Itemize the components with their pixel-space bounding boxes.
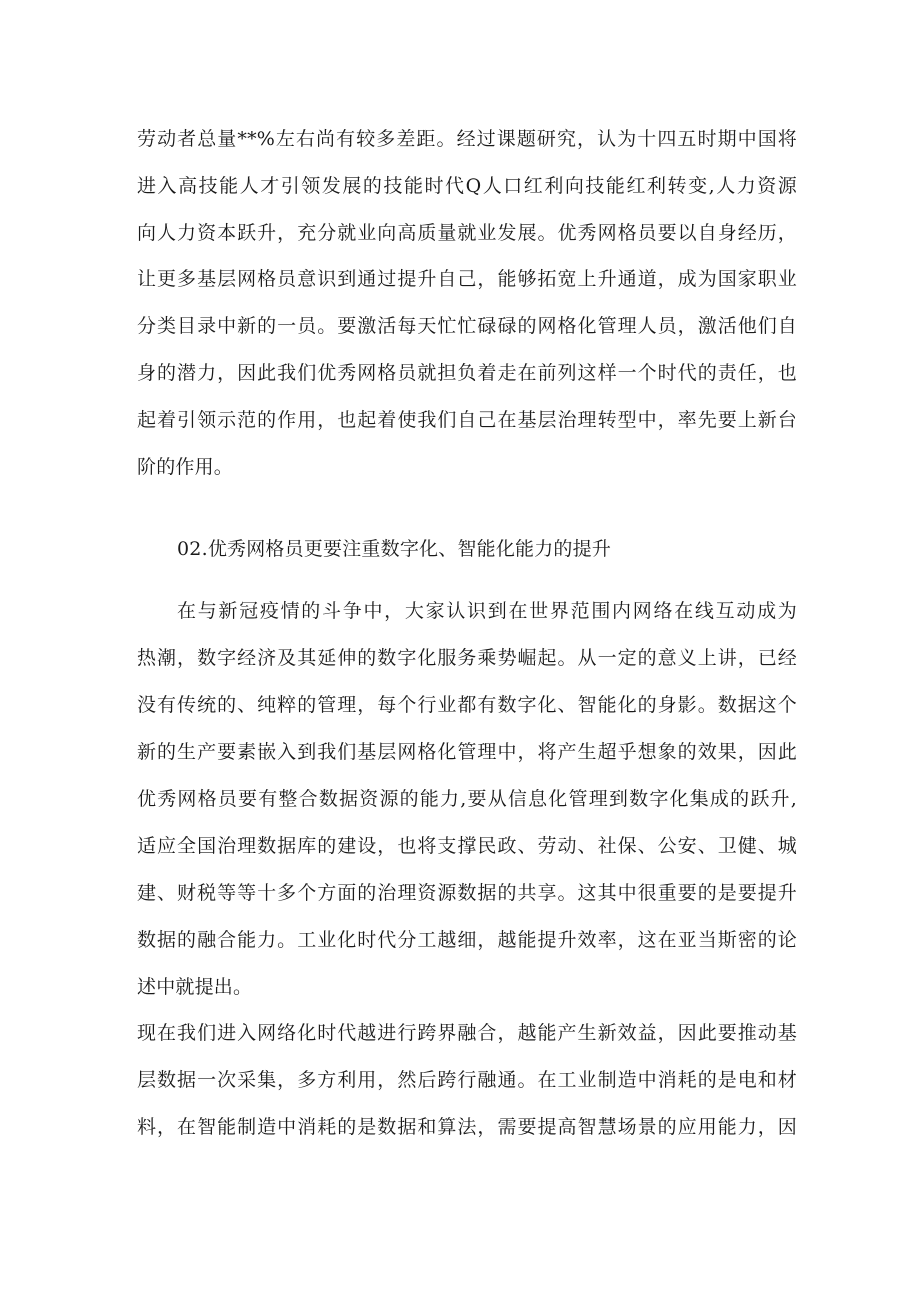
paragraph-1-line-1: 劳动者总量**%左右尚有较多差距。经过课题研究，认为十四五时期中国将 xyxy=(137,128,797,150)
section-heading: 02.优秀网格员更要注重数字化、智能化能力的提升 xyxy=(177,538,612,560)
paragraph-2-line-1: 在与新冠疫情的斗争中，大家认识到在世界范围内网络在线互动成为 xyxy=(177,600,797,622)
paragraph-1-line-4: 让更多基层网格员意识到通过提升自己，能够拓宽上升通道，成为国家职业 xyxy=(137,268,797,290)
paragraph-1-line-5: 分类目录中新的一员。要激活每天忙忙碌碌的网格化管理人员，激活他们自 xyxy=(137,315,797,337)
paragraph-3-line-1: 现在我们进入网络化时代越进行跨界融合，越能产生新效益，因此要推动基 xyxy=(137,1022,797,1044)
paragraph-2-line-5: 优秀网格员要有整合数据资源的能力,要从信息化管理到数字化集成的跃升, xyxy=(137,788,797,810)
paragraph-1-line-6: 身的潜力，因此我们优秀网格员就担负着走在前列这样一个时代的责任，也 xyxy=(137,362,797,384)
paragraph-2-line-7: 建、财税等等十多个方面的治理资源数据的共享。这其中很重要的是要提升 xyxy=(137,882,797,904)
paragraph-2-line-6: 适应全国治理数据库的建设，也将支撑民政、劳动、社保、公安、卫健、城 xyxy=(137,835,797,857)
paragraph-2-line-2: 热潮，数字经济及其延伸的数字化服务乘势崛起。从一定的意义上讲，已经 xyxy=(137,647,797,669)
paragraph-2-line-9: 述中就提出。 xyxy=(137,976,253,998)
paragraph-2-line-8: 数据的融合能力。工业化时代分工越细，越能提升效率，这在亚当斯密的论 xyxy=(137,929,797,951)
paragraph-1-line-2: 进入高技能人才引领发展的技能时代Q人口红利向技能红利转变,人力资源 xyxy=(137,175,797,197)
paragraph-1-line-3: 向人力资本跃升，充分就业向高质量就业发展。优秀网格员要以自身经历， xyxy=(137,222,797,244)
paragraph-3-line-2: 层数据一次采集，多方利用，然后跨行融通。在工业制造中消耗的是电和材 xyxy=(137,1069,797,1091)
paragraph-1-line-7: 起着引领示范的作用，也起着使我们自己在基层治理转型中，率先要上新台 xyxy=(137,409,797,431)
paragraph-2-line-3: 没有传统的、纯粹的管理，每个行业都有数字化、智能化的身影。数据这个 xyxy=(137,694,797,716)
paragraph-3-line-3: 料，在智能制造中消耗的是数据和算法，需要提高智慧场景的应用能力，因 xyxy=(137,1116,797,1138)
paragraph-2-line-4: 新的生产要素嵌入到我们基层网格化管理中，将产生超乎想象的效果，因此 xyxy=(137,741,797,763)
paragraph-1-line-8: 阶的作用。 xyxy=(137,456,234,478)
